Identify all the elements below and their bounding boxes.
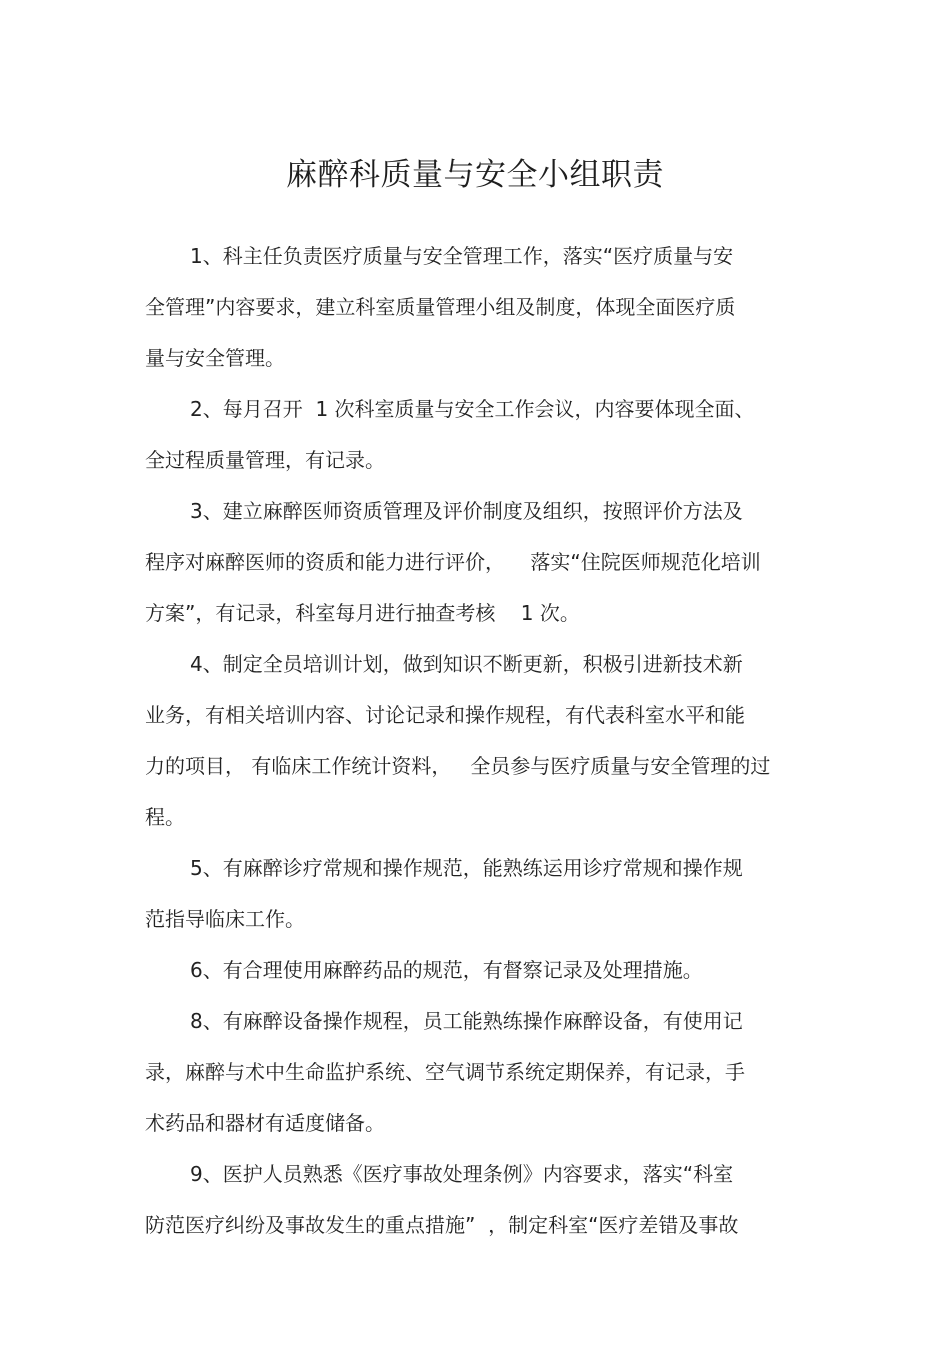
paragraph-line: 全过程质量管理，有记录。 <box>145 448 385 472</box>
paragraph-line: 3、建立麻醉医师资质管理及评价制度及组织，按照评价方法及 <box>190 499 743 523</box>
paragraph-line: 量与安全管理。 <box>145 346 285 370</box>
paragraph-1 <box>145 238 795 391</box>
paragraph-4 <box>145 646 795 850</box>
document-title: 麻醉科质量与安全小组职责 <box>286 157 664 193</box>
paragraph-5 <box>145 850 795 952</box>
paragraph-line: 4、制定全员培训计划，做到知识不断更新，积极引进新技术新 <box>190 652 743 676</box>
paragraph-8 <box>145 1003 795 1156</box>
paragraph-line: 1、科主任负责医疗质量与安全管理工作，落实“医疗质量与安 <box>190 244 734 268</box>
paragraph-line: 2、每月召开 1 次科室质量与安全工作会议，内容要体现全面、 <box>190 397 755 421</box>
paragraph-line: 录，麻醉与术中生命监护系统、空气调节系统定期保养，有记录，手 <box>145 1060 745 1084</box>
paragraph-line: 6、有合理使用麻醉药品的规范，有督察记录及处理措施。 <box>190 958 703 982</box>
paragraph-line: 程序对麻醉医师的资质和能力进行评价， 落实“住院医师规范化培训 <box>145 550 761 574</box>
paragraph-line: 方案”，有记录，科室每月进行抽查考核 1 次。 <box>145 601 580 625</box>
paragraph-line: 全管理”内容要求，建立科室质量管理小组及制度，体现全面医疗质 <box>145 295 736 319</box>
document-body <box>145 238 795 1258</box>
paragraph-line: 9、医护人员熟悉《医疗事故处理条例》内容要求，落实“科室 <box>190 1162 734 1186</box>
paragraph-line: 力的项目， 有临床工作统计资料， 全员参与医疗质量与安全管理的过 <box>145 754 771 778</box>
paragraph-line: 业务，有相关培训内容、讨论记录和操作规程，有代表科室水平和能 <box>145 703 745 727</box>
paragraph-line: 程。 <box>145 805 185 829</box>
paragraph-line: 范指导临床工作。 <box>145 907 305 931</box>
paragraph-line: 8、有麻醉设备操作规程，员工能熟练操作麻醉设备，有使用记 <box>190 1009 743 1033</box>
paragraph-3 <box>145 493 795 646</box>
paragraph-line: 防范医疗纠纷及事故发生的重点措施” ，制定科室“医疗差错及事故 <box>145 1213 739 1237</box>
paragraph-9 <box>145 1156 795 1258</box>
paragraph-2 <box>145 391 795 493</box>
paragraph-line: 5、有麻醉诊疗常规和操作规范，能熟练运用诊疗常规和操作规 <box>190 856 743 880</box>
paragraph-line: 术药品和器材有适度储备。 <box>145 1111 385 1135</box>
paragraph-6 <box>145 952 795 1003</box>
